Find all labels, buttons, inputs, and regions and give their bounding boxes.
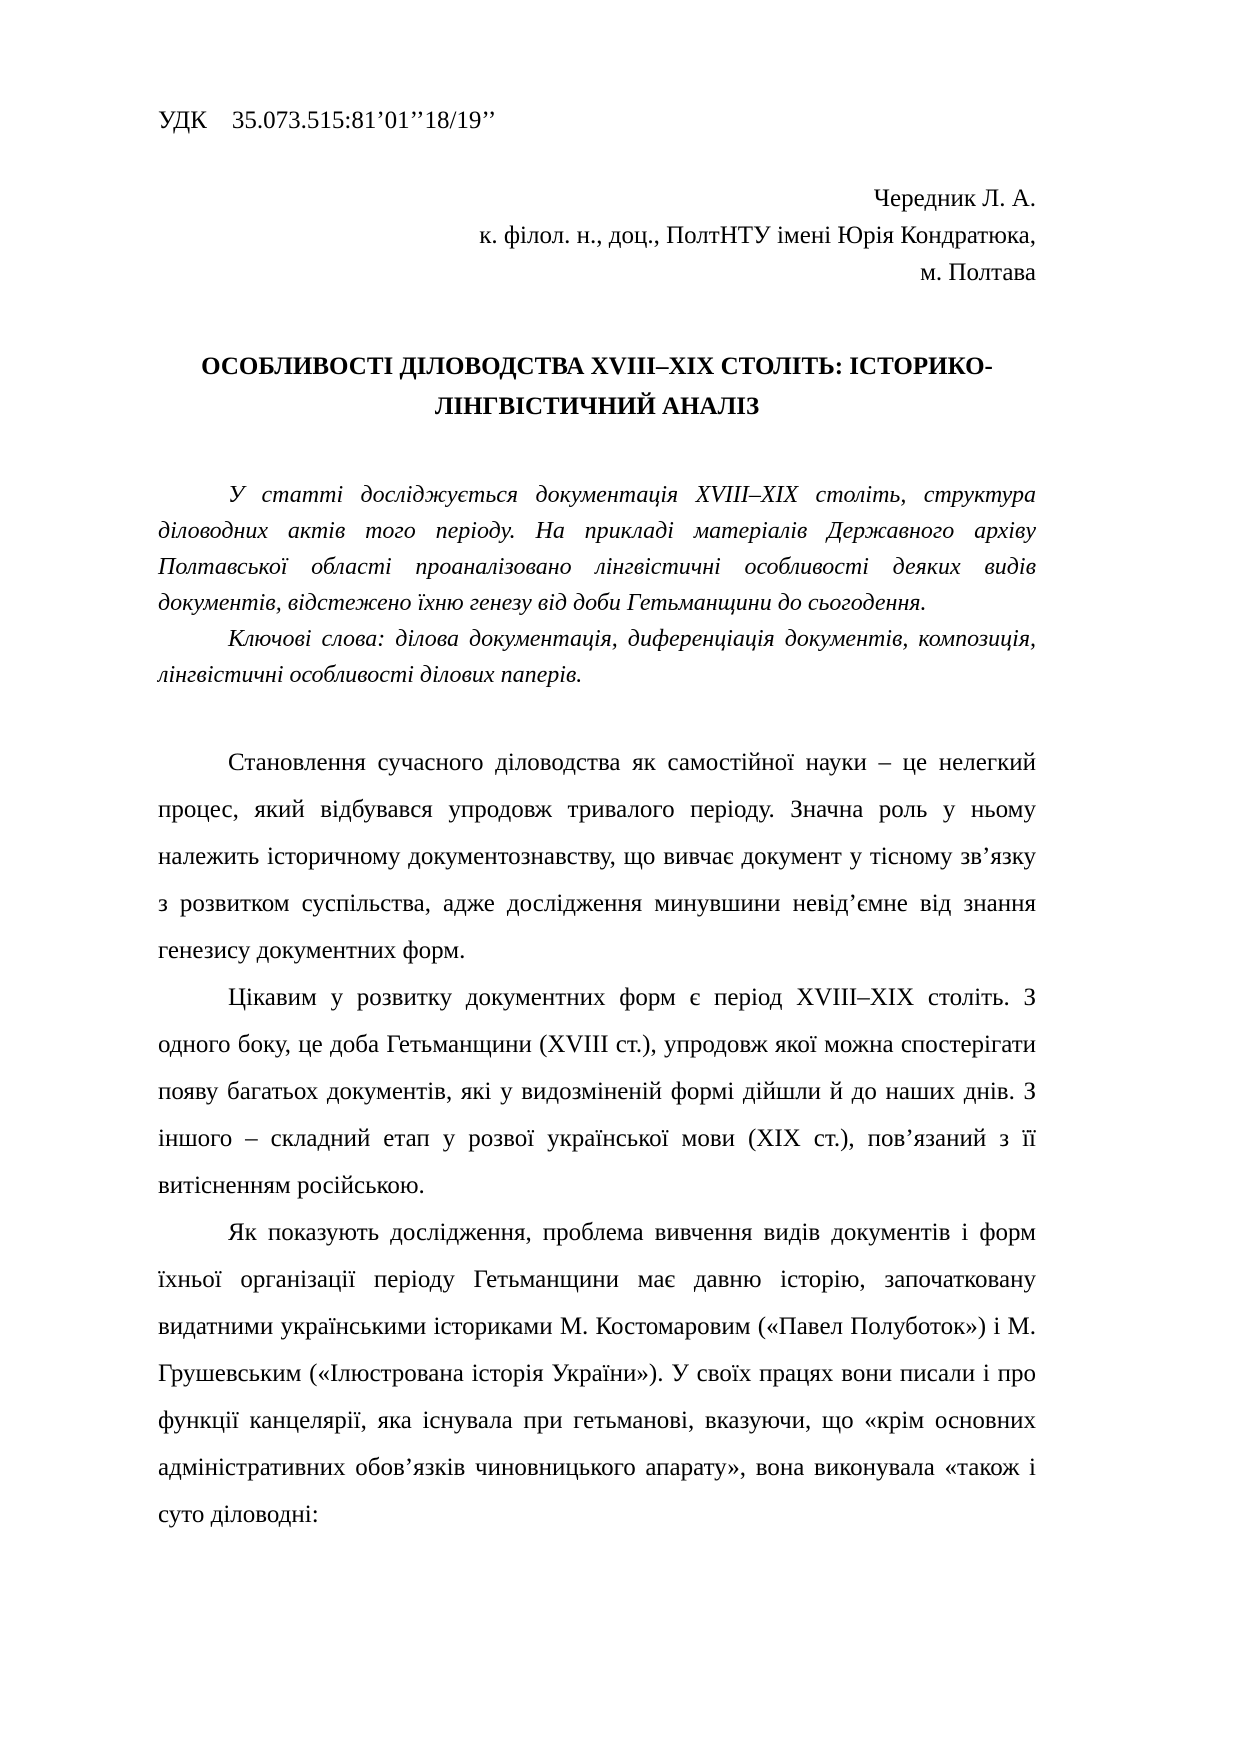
body-paragraph: Як показують дослідження, проблема вивчення видів документів і форм їхньої організації періоду Гетьманщини має давню історію, започатковану видатними українськими істориками М. Костомаровим («Павел Полуботок») і М. Грушевським («Ілюстрована історія України»). У своїх працях вони писали і про функції канцелярії, яка існувала при гетьманові, вказуючи, що «крім основних адміністративних обов’язків чиновницького апарату», вона виконувала «також і суто діловодні: <box>158 1218 1036 1528</box>
abstract-block <box>158 477 1036 693</box>
udc-code: УДК 35.073.515:81’01’’18/19’’ <box>158 107 497 134</box>
author-name: Чередник Л. А. <box>873 184 1036 212</box>
body-paragraph: Становлення сучасного діловодства як самостійної науки – це нелегкий процес, який відбувався упродовж тривалого періоду. Значна роль у ньому належить історичному документознавству, що вивчає документ у тісному зв’язку з розвитком суспільства, адже дослідження минувшини невід’ємне від знання генезису документних форм. <box>158 748 1036 964</box>
author-block <box>158 180 1036 291</box>
keywords-text: Ключові слова: ділова документація, диференціація документів, композиція, лінгвістичні особливості ділових паперів. <box>158 625 1036 688</box>
article-body <box>158 739 1036 1538</box>
body-paragraph: Цікавим у розвитку документних форм є період XVIII–XIX століть. З одного боку, це доба Гетьманщини (XVIII ст.), упродовж якої можна спостерігати появу багатьох документів, які у видозміненій формі дійшли й до наших днів. З іншого – складний етап у розвої української мови (XIX ст.), пов’язаний з її витісненням російською. <box>158 983 1036 1199</box>
article-title: ОСОБЛИВОСТІ ДІЛОВОДСТВА XVIII–XIX СТОЛІТЬ: ІСТОРИКО-ЛІНГВІСТИЧНИЙ АНАЛІЗ <box>201 352 993 420</box>
author-city: м. Полтава <box>920 258 1036 286</box>
abstract-text: У статті досліджується документація XVIII–XIX століть, структура діловодних актів того періоду. На прикладі матеріалів Державного архіву Полтавської області проаналізовано лінгвістичні особливості деяких видів документів, відстежено їхню генезу від доби Гетьманщини до сьогодення. <box>158 481 1036 616</box>
author-affiliation: к. філол. н., доц., ПолтНТУ імені Юрія Кондратюка, <box>479 221 1036 249</box>
